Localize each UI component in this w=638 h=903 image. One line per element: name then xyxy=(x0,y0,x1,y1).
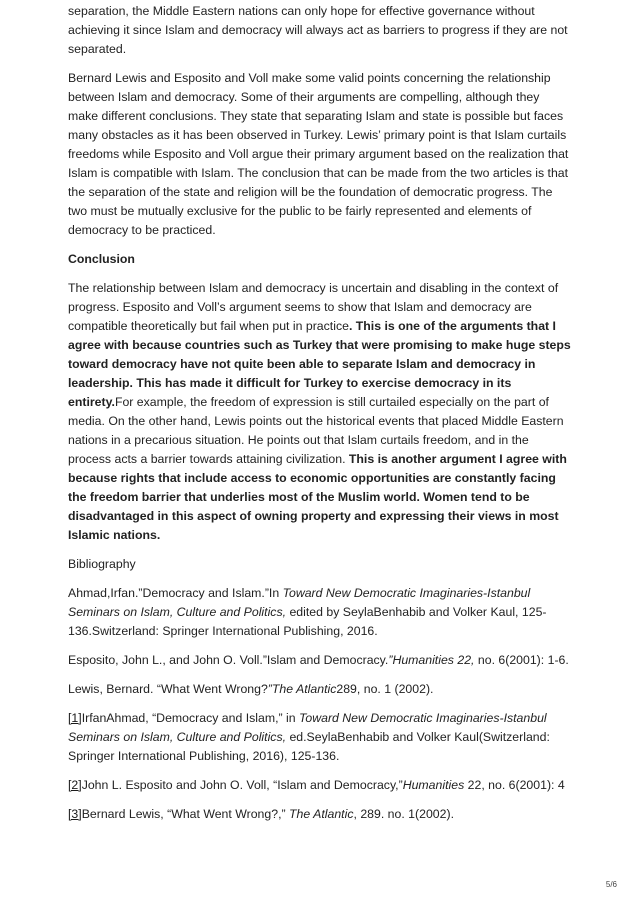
bib-entry-title: ”The Atlantic xyxy=(267,682,337,696)
bib-entry-text: edited by SeylaBenhabib and Volker Kaul, 125-136.Switzerland: Springer International Publishing, 2016. xyxy=(68,605,547,638)
bib-entry-text: no. 6(2001): 1-6. xyxy=(474,653,569,667)
bib-entry-text: Esposito, John L., and John O. Voll.”Islam and Democracy. xyxy=(68,653,389,667)
bibliography-entry xyxy=(68,651,572,670)
footnote-text: 22, no. 6(2001): 4 xyxy=(464,778,565,792)
page-number: 5/6 xyxy=(605,880,617,889)
document-page xyxy=(68,2,572,834)
footnote-text: Bernard Lewis, “What Went Wrong?,” xyxy=(81,807,289,821)
bibliography-heading: Bibliography xyxy=(68,557,136,571)
conclusion-text-1: The relationship between Islam and democracy is uncertain and disabling in the context of progress. Esposito and Voll’s argument seems to show that Islam and democracy are compatible theoretically but fail when put in practice xyxy=(68,281,559,333)
footnote-title: The Atlantic xyxy=(289,807,354,821)
conclusion-bold-2: This is another argument I agree with because rights that include access to economic opportunities are constantly facing the freedom barrier that underlies most of the Muslim world. Women tend to be disadvantaged in this aspect of owning property and expressing their views in most Islamic nations. xyxy=(68,452,567,542)
conclusion-paragraph xyxy=(68,279,572,545)
footnote xyxy=(68,805,572,824)
footnote-title: Toward New Democratic Imaginaries-Istanbul Seminars on Islam, Culture and Politics, xyxy=(68,711,547,744)
bib-entry-text: 289, no. 1 (2002). xyxy=(336,682,434,696)
footnote-link[interactable]: [1] xyxy=(68,711,82,725)
bib-entry-text: Lewis, Bernard. “What Went Wrong? xyxy=(68,682,268,696)
footnote-text: John L. Esposito and John O. Voll, “Islam and Democracy,” xyxy=(81,778,403,792)
footnote-link[interactable]: [3] xyxy=(68,807,82,821)
bib-entry-title: ”Humanities 22, xyxy=(388,653,475,667)
footnote xyxy=(68,776,572,795)
footnote xyxy=(68,709,572,766)
footnote-link[interactable]: [2] xyxy=(68,778,82,792)
footnote-text: IrfanAhmad, “Democracy and Islam,” in xyxy=(81,711,300,725)
footnote-text: , 289. no. 1(2002). xyxy=(353,807,454,821)
footnote-title: Humanities xyxy=(402,778,465,792)
paragraph-intro-continued: separation, the Middle Eastern nations can only hope for effective governance without achieving it since Islam and democracy will always act as barriers to progress if they are not separated. xyxy=(68,4,568,56)
conclusion-heading: Conclusion xyxy=(68,252,135,266)
bib-entry-title: Toward New Democratic Imaginaries-Istanbul Seminars on Islam, Culture and Politics, xyxy=(68,586,531,619)
paragraph-lewis-esposito-voll: Bernard Lewis and Esposito and Voll make some valid points concerning the relationship between Islam and democracy. Some of their arguments are compelling, although they make different conclusions. They state that separating Islam and state is possible but faces many obstacles as it has been observed in Turkey. Lewis’ primary point is that Islam curtails freedoms while Esposito and Voll argue their primary argument based on the realization that Islam is compatible with Islam. The conclusion that can be made from the two articles is that the separation of the state and religion will be the foundation of democratic progress. The two must be mutually exclusive for the public to be fairly represented and elements of democracy to be practiced. xyxy=(68,71,569,237)
bibliography-entry xyxy=(68,680,572,699)
bibliography-entry xyxy=(68,584,572,641)
footnote-text: ed.SeylaBenhabib and Volker Kaul(Switzerland: Springer International Publishing, 2016), 125-136. xyxy=(68,730,550,763)
conclusion-text-2: For example, the freedom of expression is still curtailed especially on the part of media. On the other hand, Lewis points out the historical events that placed Middle Eastern nations in a precarious situation. He points out that Islam curtails freedom, and in the process acts a barrier towards attaining civilization. xyxy=(68,395,564,466)
conclusion-bold-1: . This is one of the arguments that I agree with because countries such as Turkey that were promising to make huge steps toward democracy have not quite been able to separate Islam and democracy in leadership. This has made it difficult for Turkey to exercise democracy in its entirety. xyxy=(68,319,571,409)
bib-entry-text: Ahmad,Irfan.”Democracy and Islam.”In xyxy=(68,586,283,600)
